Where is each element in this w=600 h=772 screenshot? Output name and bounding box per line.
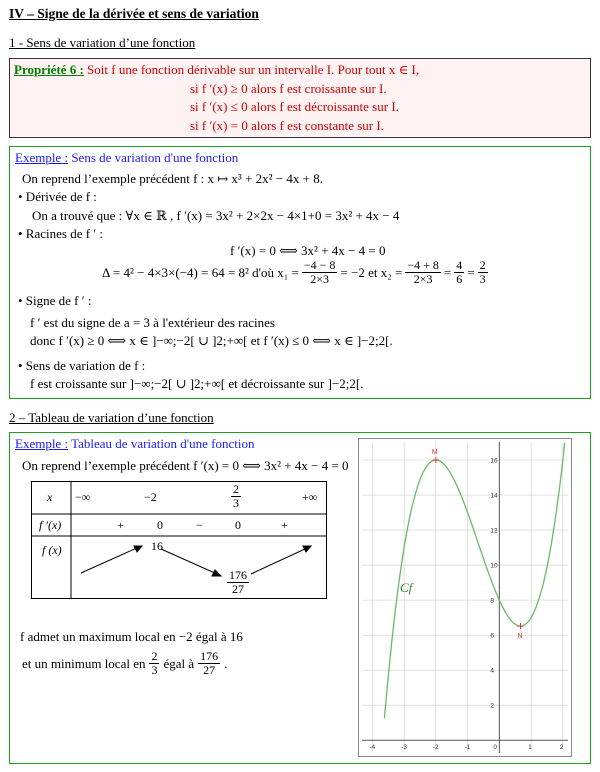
x-tick-label: -1: [464, 744, 471, 752]
ex2-c2-frac-1-num: 2: [151, 649, 158, 663]
ex1-line-5: f ′(x) = 0 ⟺ 3x² + 4x − 4 = 0: [230, 243, 386, 258]
extremum-label: N: [517, 633, 523, 641]
ex1-line-3: On a trouvé que : ∀x ∈ ℝ , f ′(x) = 3x² + 2×2x − 4×1+0 = 3x² + 4x − 4: [32, 208, 400, 223]
variation-arrows: [81, 546, 311, 576]
table-x-root2-den: 3: [233, 496, 239, 510]
table-x-root2-num: 2: [233, 482, 239, 496]
ex1-frac-2-3-den: 3: [479, 272, 486, 286]
variation-table: [31, 481, 327, 599]
table-zero-1: 0: [157, 518, 163, 532]
ex1-line-9: donc f ′(x) ≥ 0 ⟺ x ∈ ]−∞;−2[ ∪ ]2;+∞[ et f ′(x) ≤ 0 ⟺ x ∈ ]−2;2[.: [30, 333, 393, 348]
table-fp-label: f ′(x): [39, 518, 62, 532]
ex2-c2-text-b: égal à: [163, 655, 195, 671]
example-1-label: Exemple :: [15, 150, 69, 165]
x-tick-label: 2: [559, 744, 564, 752]
ex1-eq-2: =: [467, 264, 475, 280]
ex1-frac-x1: [302, 259, 338, 286]
property-box: [9, 58, 591, 138]
ex2-c2-frac-2: [198, 650, 220, 677]
ex1-frac-4-6: [454, 259, 464, 286]
ex1-line-10: • Sens de variation de f :: [18, 358, 146, 373]
example-1-title: Sens de variation d'une fonction: [71, 150, 239, 165]
ex1-frac-x1-num: −4 − 8: [303, 258, 336, 272]
ex1-eq-1: =: [443, 264, 452, 280]
ex1-x1-result: = −2 et x₂ =: [340, 264, 403, 280]
x-tick-label: -4: [369, 744, 376, 752]
ex1-frac-2-3-num: 2: [479, 258, 486, 272]
ex1-line-4: • Racines de f ′ :: [18, 226, 104, 241]
x-tick-label: 0: [493, 744, 497, 752]
ex1-line-2: • Dérivée de f :: [18, 189, 97, 204]
table-max-value: 16: [151, 539, 163, 553]
table-x-root1: −2: [144, 490, 157, 504]
table-min-num: 176: [229, 568, 247, 582]
example-1-box: [9, 146, 591, 399]
ex2-c2-text-c: .: [224, 655, 228, 671]
extremum-label: M: [431, 449, 438, 457]
subsection-2-title: 2 – Tableau de variation d’une fonction: [9, 410, 214, 425]
table-f-label: f (x): [42, 543, 62, 557]
ex1-line-7: • Signe de f ′ :: [18, 293, 92, 308]
property-line-3: si f ′(x) ≤ 0 alors f est décroissante sur I.: [190, 99, 399, 114]
ex2-c2-frac-1: [149, 650, 159, 677]
ex1-line-8: f ′ est du signe de a = 3 à l'extérieur des racines: [30, 315, 275, 330]
y-tick-label: 6: [490, 632, 494, 640]
y-tick-label: 8: [490, 597, 494, 605]
y-tick-label: 16: [490, 457, 498, 465]
y-tick-label: 14: [490, 492, 498, 500]
ex1-delta: Δ = 4² − 4×3×(−4) = 64 = 8² d'où x₁ =: [102, 264, 299, 280]
ex2-c2-frac-2-num: 176: [200, 649, 219, 663]
example-2-title: Tableau de variation d'une fonction: [71, 436, 255, 451]
table-x-plus-inf: +∞: [302, 490, 318, 504]
ex1-frac-x1-den: 2×3: [310, 272, 330, 286]
ex1-line-11: f est croissante sur ]−∞;−2[ ∪ ]2;+∞[ et décroissante sur ]−2;2[.: [30, 376, 364, 391]
ex1-roots-line: [102, 259, 488, 286]
property-line-2: si f ′(x) ≥ 0 alors f est croissante sur I.: [190, 81, 387, 96]
table-x-root2: [231, 483, 241, 510]
ex2-conclusion-2: [22, 650, 227, 677]
table-sign-2: −: [196, 518, 203, 532]
property-label: Propriété 6 :: [14, 62, 84, 77]
ex1-frac-x2-num: −4 + 8: [407, 258, 439, 272]
section-title: IV – Signe de la dérivée et sens de variation: [9, 6, 259, 21]
y-tick-label: 12: [490, 527, 498, 535]
x-tick-label: -2: [432, 744, 439, 752]
table-x-label: x: [47, 490, 53, 504]
ex2-c2-frac-2-den: 27: [203, 663, 216, 677]
property-line-1: Soit f une fonction dérivable sur un intervalle I. Pour tout x ∈ I,: [87, 62, 420, 77]
ex1-frac-x2-den: 2×3: [413, 272, 433, 286]
x-tick-label: -3: [401, 744, 407, 752]
ex1-line-1: On reprend l’exemple précédent f : x ↦ x³ + 2x² − 4x + 8.: [22, 171, 323, 186]
table-zero-2: 0: [235, 518, 241, 532]
x-tick-label: 1: [528, 744, 532, 752]
y-tick-label: 2: [490, 702, 494, 710]
ex2-c2-frac-1-den: 3: [151, 663, 158, 677]
table-sign-1: +: [117, 518, 124, 532]
ex1-frac-2-3: [478, 259, 488, 286]
ex2-conclusion-1: f admet un maximum local en −2 égal à 16: [20, 629, 243, 644]
table-min-value: [227, 569, 249, 596]
y-tick-label: 4: [490, 667, 494, 675]
table-x-minus-inf: −∞: [75, 490, 91, 504]
graph-curve-label: Cf: [400, 580, 413, 595]
ex1-frac-x2: [405, 259, 441, 286]
property-line-4: si f ′(x) = 0 alors f est constante sur I.: [190, 118, 384, 133]
table-min-den: 27: [232, 582, 244, 596]
ex2-line-1: On reprend l’exemple précédent f ′(x) = 0 ⟺ 3x² + 4x − 4 = 0: [22, 458, 349, 473]
ex1-frac-4-6-den: 6: [456, 272, 463, 286]
table-sign-3: +: [281, 518, 288, 532]
ex2-c2-text-a: et un minimum local en: [22, 655, 146, 671]
subsection-1-title: 1 - Sens de variation d’une fonction: [9, 35, 196, 50]
function-graph: [358, 438, 572, 757]
ex1-frac-4-6-num: 4: [456, 258, 463, 272]
example-2-label: Exemple :: [15, 436, 69, 451]
y-tick-label: 10: [490, 562, 498, 570]
